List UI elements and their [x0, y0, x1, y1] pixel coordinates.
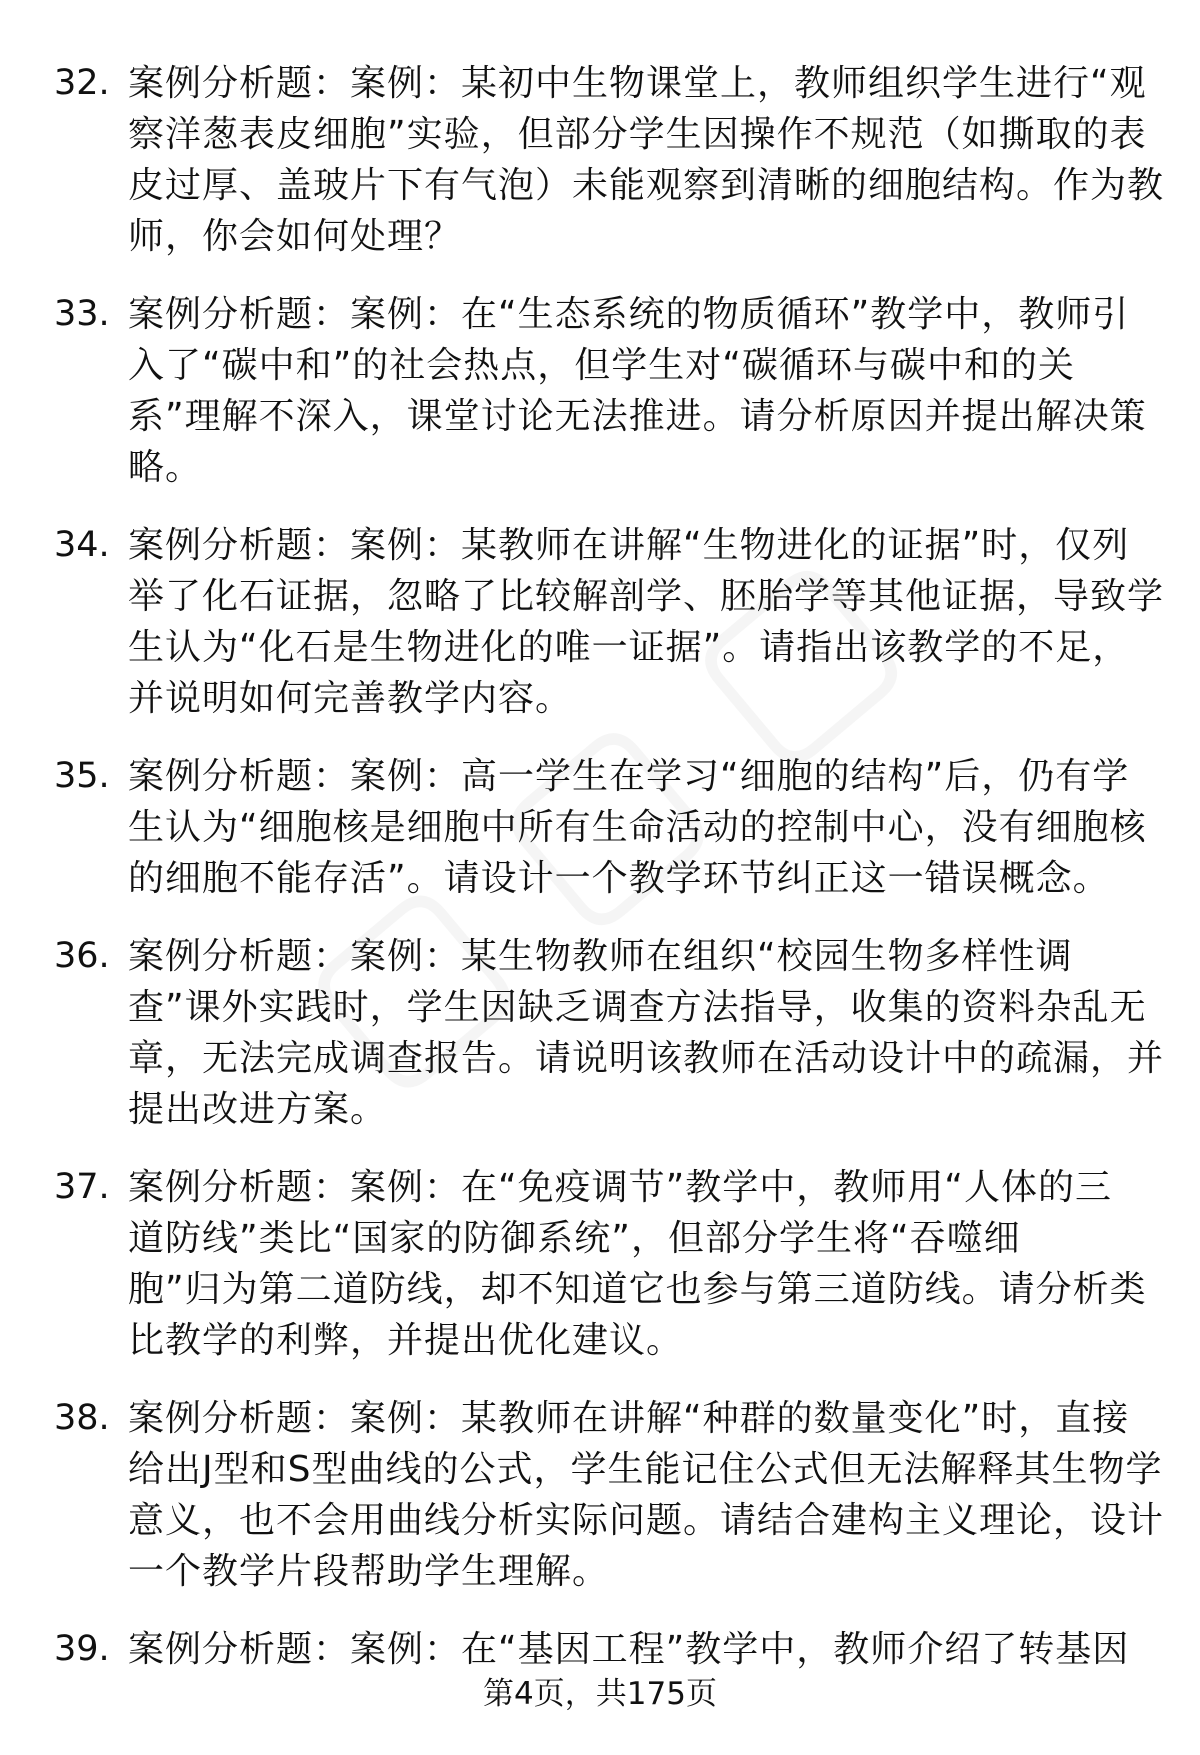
question-item: [0, 1393, 1200, 1597]
question-text-line: 略。: [128, 447, 203, 488]
question-item: [0, 58, 1200, 262]
question-text: [128, 58, 1200, 262]
question-text-line: 案例分析题：案例：某教师在讲解“生物进化的证据”时，仅列: [128, 525, 1130, 566]
question-text-line: 章，无法完成调查报告。请说明该教师在活动设计中的疏漏，并: [128, 1038, 1165, 1079]
question-item: [0, 751, 1200, 904]
question-number: 36.: [54, 936, 110, 976]
question-number: 39.: [54, 1629, 110, 1669]
question-item: [0, 289, 1200, 493]
question-item: [0, 931, 1200, 1135]
question-text-line: 的细胞不能存活”。请设计一个教学环节纠正这一错误概念。: [128, 858, 1110, 899]
question-text-line: 一个教学片段帮助学生理解。: [128, 1551, 610, 1592]
question-text-line: 案例分析题：案例：在“免疫调节”教学中，教师用“人体的三: [128, 1167, 1112, 1208]
question-text: [128, 1162, 1200, 1366]
question-text: [128, 1393, 1200, 1597]
question-item: [0, 520, 1200, 724]
question-text-line: 生认为“细胞核是细胞中所有生命活动的控制中心，没有细胞核: [128, 807, 1147, 848]
page-footer: 第4页，共175页: [483, 1676, 717, 1712]
question-text-line: 道防线”类比“国家的防御系统”，但部分学生将“吞噬细: [128, 1218, 1021, 1259]
question-list: [0, 58, 1200, 1702]
question-text-line: 查”课外实践时，学生因缺乏调查方法指导，收集的资料杂乱无: [128, 987, 1147, 1028]
question-number: 34.: [54, 525, 110, 565]
question-item: [0, 1162, 1200, 1366]
question-text: [128, 751, 1200, 904]
question-number: 37.: [54, 1167, 110, 1207]
question-text-line: 案例分析题：案例：在“基因工程”教学中，教师介绍了转基因: [128, 1629, 1130, 1670]
question-text-line: 比教学的利弊，并提出优化建议。: [128, 1320, 684, 1361]
question-text-line: 案例分析题：案例：在“生态系统的物质循环”教学中，教师引: [128, 294, 1130, 335]
question-number: 33.: [54, 294, 110, 334]
question-text: [128, 520, 1200, 724]
question-text-line: 师，你会如何处理？: [128, 216, 462, 257]
question-text-line: 皮过厚、盖玻片下有气泡）未能观察到清晰的细胞结构。作为教: [128, 165, 1165, 206]
question-text: [128, 1624, 1200, 1675]
question-text-line: 案例分析题：案例：某初中生物课堂上，教师组织学生进行“观: [128, 63, 1147, 104]
question-text-line: 提出改进方案。: [128, 1089, 388, 1130]
question-number: 35.: [54, 756, 110, 796]
question-text-line: 胞”归为第二道防线，却不知道它也参与第三道防线。请分析类: [128, 1269, 1147, 1310]
question-text: [128, 931, 1200, 1135]
question-text-line: 并说明如何完善教学内容。: [128, 678, 573, 719]
question-item: [0, 1624, 1200, 1675]
question-text-line: 举了化石证据，忽略了比较解剖学、胚胎学等其他证据，导致学: [128, 576, 1165, 617]
question-text-line: 系”理解不深入，课堂讨论无法推进。请分析原因并提出解决策: [128, 396, 1147, 437]
question-text-line: 察洋葱表皮细胞”实验，但部分学生因操作不规范（如撕取的表: [128, 114, 1147, 155]
question-text-line: 案例分析题：案例：某教师在讲解“种群的数量变化”时，直接: [128, 1398, 1130, 1439]
question-text-line: 给出J型和S型曲线的公式，学生能记住公式但无法解释其生物学: [128, 1449, 1163, 1490]
question-text-line: 意义，也不会用曲线分析实际问题。请结合建构主义理论，设计: [128, 1500, 1165, 1541]
question-number: 32.: [54, 63, 110, 103]
question-text: [128, 289, 1200, 493]
question-text-line: 入了“碳中和”的社会热点，但学生对“碳循环与碳中和的关: [128, 345, 1075, 386]
question-text-line: 案例分析题：案例：某生物教师在组织“校园生物多样性调: [128, 936, 1073, 977]
question-text-line: 生认为“化石是生物进化的唯一证据”。请指出该教学的不足，: [128, 627, 1130, 668]
question-text-line: 案例分析题：案例：高一学生在学习“细胞的结构”后，仍有学: [128, 756, 1130, 797]
question-number: 38.: [54, 1398, 110, 1438]
